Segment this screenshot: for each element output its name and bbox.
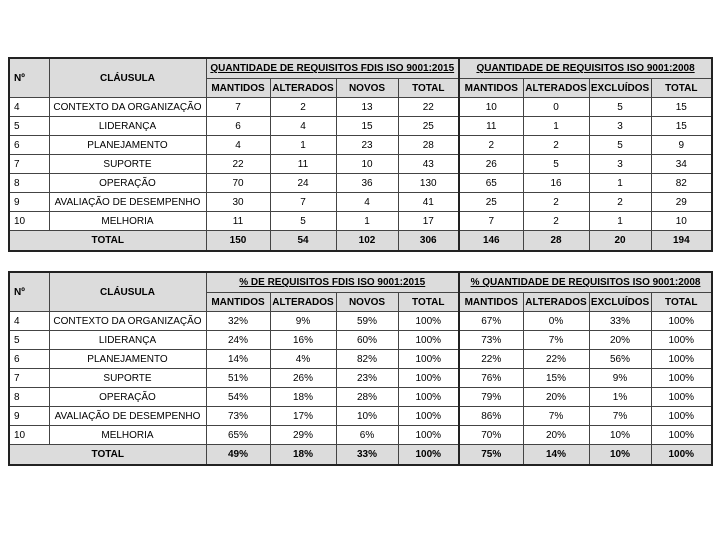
total-value-cell: 20 [589, 231, 651, 252]
total-value-cell: 28 [523, 231, 589, 252]
value-cell: 100% [651, 407, 712, 426]
row-number-cell: 7 [9, 369, 49, 388]
value-cell: 5 [589, 136, 651, 155]
sub-header: MANTIDOS [206, 293, 270, 312]
group-header-fdis: % DE REQUISITOS FDIS ISO 9001:2015 [206, 272, 459, 293]
value-cell: 41 [398, 193, 459, 212]
value-cell: 20% [523, 388, 589, 407]
value-cell: 11 [270, 155, 336, 174]
value-cell: 4% [270, 350, 336, 369]
col-header-no: Nº [9, 58, 49, 98]
value-cell: 15 [336, 117, 398, 136]
value-cell: 23 [336, 136, 398, 155]
sub-header: ALTERADOS [523, 293, 589, 312]
value-cell: 10 [651, 212, 712, 231]
sub-header: EXCLUÍDOS [589, 293, 651, 312]
value-cell: 16% [270, 331, 336, 350]
table-body [9, 312, 712, 466]
value-cell: 100% [651, 388, 712, 407]
value-cell: 82% [336, 350, 398, 369]
sub-header: ALTERADOS [523, 79, 589, 98]
value-cell: 100% [398, 388, 459, 407]
value-cell: 18% [270, 388, 336, 407]
clausula-cell: LIDERANÇA [49, 117, 206, 136]
value-cell: 26 [459, 155, 523, 174]
total-value-cell: 10% [589, 445, 651, 466]
value-cell: 15 [651, 117, 712, 136]
total-row [9, 445, 712, 466]
row-number-cell: 9 [9, 407, 49, 426]
value-cell: 32% [206, 312, 270, 331]
value-cell: 36 [336, 174, 398, 193]
value-cell: 22 [206, 155, 270, 174]
value-cell: 130 [398, 174, 459, 193]
value-cell: 2 [523, 136, 589, 155]
total-value-cell: 33% [336, 445, 398, 466]
clausula-cell: MELHORIA [49, 212, 206, 231]
value-cell: 65 [459, 174, 523, 193]
total-value-cell: 306 [398, 231, 459, 252]
table-row [9, 350, 712, 369]
value-cell: 100% [398, 331, 459, 350]
value-cell: 5 [270, 212, 336, 231]
row-number-cell: 7 [9, 155, 49, 174]
value-cell: 22% [459, 350, 523, 369]
table-row [9, 407, 712, 426]
value-cell: 9 [651, 136, 712, 155]
sub-header: ALTERADOS [270, 293, 336, 312]
sub-header: NOVOS [336, 79, 398, 98]
value-cell: 6 [206, 117, 270, 136]
value-cell: 0 [523, 98, 589, 117]
value-cell: 67% [459, 312, 523, 331]
value-cell: 23% [336, 369, 398, 388]
table-body [9, 98, 712, 252]
value-cell: 17% [270, 407, 336, 426]
value-cell: 1 [270, 136, 336, 155]
total-label: TOTAL [9, 231, 206, 252]
table-row [9, 212, 712, 231]
value-cell: 100% [398, 350, 459, 369]
value-cell: 7 [459, 212, 523, 231]
clausula-cell: SUPORTE [49, 155, 206, 174]
value-cell: 100% [398, 369, 459, 388]
row-number-cell: 6 [9, 350, 49, 369]
value-cell: 10 [459, 98, 523, 117]
total-value-cell: 100% [651, 445, 712, 466]
total-row [9, 231, 712, 252]
value-cell: 100% [651, 369, 712, 388]
table-row [9, 331, 712, 350]
row-number-cell: 10 [9, 212, 49, 231]
total-value-cell: 18% [270, 445, 336, 466]
value-cell: 17 [398, 212, 459, 231]
total-value-cell: 150 [206, 231, 270, 252]
value-cell: 10 [336, 155, 398, 174]
value-cell: 22% [523, 350, 589, 369]
value-cell: 100% [398, 407, 459, 426]
value-cell: 11 [206, 212, 270, 231]
value-cell: 59% [336, 312, 398, 331]
sub-header: TOTAL [651, 79, 712, 98]
total-value-cell: 100% [398, 445, 459, 466]
value-cell: 7% [523, 331, 589, 350]
total-value-cell: 14% [523, 445, 589, 466]
clausula-cell: OPERAÇÃO [49, 174, 206, 193]
clausula-cell: MELHORIA [49, 426, 206, 445]
clausula-cell: CONTEXTO DA ORGANIZAÇÃO [49, 312, 206, 331]
total-value-cell: 49% [206, 445, 270, 466]
clausula-cell: PLANEJAMENTO [49, 350, 206, 369]
table-row [9, 98, 712, 117]
value-cell: 76% [459, 369, 523, 388]
value-cell: 2 [523, 193, 589, 212]
col-header-clausula: CLÁUSULA [49, 58, 206, 98]
table-row [9, 174, 712, 193]
value-cell: 14% [206, 350, 270, 369]
value-cell: 54% [206, 388, 270, 407]
value-cell: 2 [589, 193, 651, 212]
value-cell: 10% [336, 407, 398, 426]
row-number-cell: 4 [9, 312, 49, 331]
total-value-cell: 194 [651, 231, 712, 252]
sub-header: EXCLUÍDOS [589, 79, 651, 98]
sub-header: TOTAL [398, 79, 459, 98]
clausula-cell: CONTEXTO DA ORGANIZAÇÃO [49, 98, 206, 117]
value-cell: 7 [206, 98, 270, 117]
value-cell: 3 [589, 117, 651, 136]
value-cell: 4 [206, 136, 270, 155]
value-cell: 79% [459, 388, 523, 407]
value-cell: 28 [398, 136, 459, 155]
value-cell: 2 [270, 98, 336, 117]
value-cell: 100% [651, 426, 712, 445]
row-number-cell: 9 [9, 193, 49, 212]
value-cell: 100% [398, 312, 459, 331]
group-header-fdis: QUANTIDADE DE REQUISITOS FDIS ISO 9001:2015 [206, 58, 459, 79]
value-cell: 29% [270, 426, 336, 445]
value-cell: 4 [270, 117, 336, 136]
group-header-2008: QUANTIDADE DE REQUISITOS ISO 9001:2008 [459, 58, 712, 79]
value-cell: 25 [398, 117, 459, 136]
sub-header: NOVOS [336, 293, 398, 312]
value-cell: 6% [336, 426, 398, 445]
value-cell: 60% [336, 331, 398, 350]
value-cell: 7% [589, 407, 651, 426]
value-cell: 10% [589, 426, 651, 445]
row-number-cell: 4 [9, 98, 49, 117]
clausula-cell: LIDERANÇA [49, 331, 206, 350]
sub-header: ALTERADOS [270, 79, 336, 98]
value-cell: 56% [589, 350, 651, 369]
total-value-cell: 54 [270, 231, 336, 252]
value-cell: 1 [523, 117, 589, 136]
table-row [9, 369, 712, 388]
value-cell: 1% [589, 388, 651, 407]
value-cell: 2 [459, 136, 523, 155]
sub-header: MANTIDOS [459, 293, 523, 312]
total-value-cell: 146 [459, 231, 523, 252]
value-cell: 1 [589, 212, 651, 231]
value-cell: 51% [206, 369, 270, 388]
table-row [9, 388, 712, 407]
table-row [9, 155, 712, 174]
value-cell: 33% [589, 312, 651, 331]
value-cell: 1 [589, 174, 651, 193]
value-cell: 16 [523, 174, 589, 193]
col-header-clausula: CLÁUSULA [49, 272, 206, 312]
value-cell: 15 [651, 98, 712, 117]
row-number-cell: 8 [9, 174, 49, 193]
value-cell: 43 [398, 155, 459, 174]
sub-header: MANTIDOS [459, 79, 523, 98]
value-cell: 13 [336, 98, 398, 117]
value-cell: 100% [398, 426, 459, 445]
value-cell: 26% [270, 369, 336, 388]
clausula-cell: OPERAÇÃO [49, 388, 206, 407]
clausula-cell: AVALIAÇÃO DE DESEMPENHO [49, 407, 206, 426]
value-cell: 100% [651, 331, 712, 350]
value-cell: 24% [206, 331, 270, 350]
value-cell: 5 [523, 155, 589, 174]
value-cell: 9% [270, 312, 336, 331]
value-cell: 25 [459, 193, 523, 212]
value-cell: 7% [523, 407, 589, 426]
percentage-requirements-table [8, 271, 713, 466]
table-row [9, 117, 712, 136]
table-row [9, 426, 712, 445]
value-cell: 20% [589, 331, 651, 350]
value-cell: 100% [651, 350, 712, 369]
value-cell: 73% [206, 407, 270, 426]
value-cell: 34 [651, 155, 712, 174]
value-cell: 29 [651, 193, 712, 212]
value-cell: 30 [206, 193, 270, 212]
table-row [9, 136, 712, 155]
clausula-cell: PLANEJAMENTO [49, 136, 206, 155]
sub-header: TOTAL [651, 293, 712, 312]
col-header-no: Nº [9, 272, 49, 312]
row-number-cell: 10 [9, 426, 49, 445]
quantity-requirements-table [8, 57, 713, 252]
value-cell: 86% [459, 407, 523, 426]
sub-header: TOTAL [398, 293, 459, 312]
value-cell: 2 [523, 212, 589, 231]
row-number-cell: 8 [9, 388, 49, 407]
clausula-cell: AVALIAÇÃO DE DESEMPENHO [49, 193, 206, 212]
value-cell: 7 [270, 193, 336, 212]
value-cell: 70 [206, 174, 270, 193]
value-cell: 70% [459, 426, 523, 445]
row-number-cell: 6 [9, 136, 49, 155]
value-cell: 11 [459, 117, 523, 136]
value-cell: 22 [398, 98, 459, 117]
value-cell: 3 [589, 155, 651, 174]
value-cell: 5 [589, 98, 651, 117]
table-row [9, 312, 712, 331]
value-cell: 20% [523, 426, 589, 445]
value-cell: 0% [523, 312, 589, 331]
clausula-cell: SUPORTE [49, 369, 206, 388]
group-header-2008: % QUANTIDADE DE REQUISITOS ISO 9001:2008 [459, 272, 712, 293]
value-cell: 65% [206, 426, 270, 445]
value-cell: 82 [651, 174, 712, 193]
value-cell: 24 [270, 174, 336, 193]
sub-header: MANTIDOS [206, 79, 270, 98]
value-cell: 4 [336, 193, 398, 212]
total-label: TOTAL [9, 445, 206, 466]
total-value-cell: 102 [336, 231, 398, 252]
value-cell: 100% [651, 312, 712, 331]
value-cell: 1 [336, 212, 398, 231]
value-cell: 73% [459, 331, 523, 350]
table-row [9, 193, 712, 212]
value-cell: 15% [523, 369, 589, 388]
value-cell: 9% [589, 369, 651, 388]
row-number-cell: 5 [9, 331, 49, 350]
value-cell: 28% [336, 388, 398, 407]
row-number-cell: 5 [9, 117, 49, 136]
total-value-cell: 75% [459, 445, 523, 466]
